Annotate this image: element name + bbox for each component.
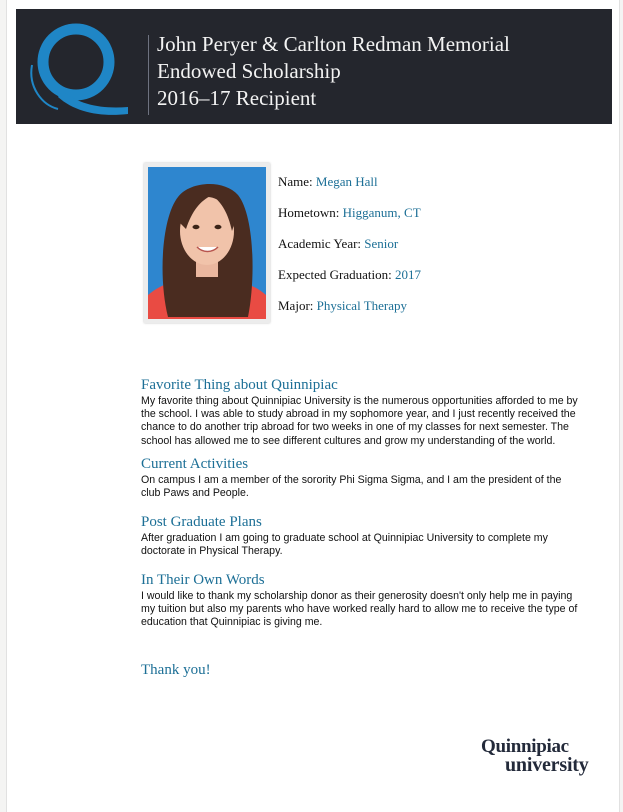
- body-line: I would like to thank my scholarship donor as their generosity doesn't only help me in paying: [141, 590, 573, 602]
- section-heading: Post Graduate Plans: [141, 514, 262, 530]
- plans-section: [141, 514, 591, 558]
- section-body: [141, 532, 591, 558]
- major-label: Major:: [278, 298, 314, 313]
- activities-section: [141, 456, 591, 500]
- name-label: Name:: [278, 174, 313, 189]
- section-heading: Current Activities: [141, 456, 249, 472]
- banner-divider: [148, 35, 149, 115]
- profile-graduation-row: [278, 267, 421, 298]
- body-line: school has allowed me to see different cultures and grow my understanding of the world.: [141, 434, 556, 447]
- graduation-label: Expected Graduation:: [278, 267, 392, 282]
- section-body: [141, 395, 591, 448]
- wordmark-line: Quinnipiac: [481, 736, 569, 757]
- body-line: education that Quinnipiac is giving me.: [141, 616, 323, 629]
- banner-title-line: 2016–17 Recipient: [157, 86, 317, 110]
- hometown-label: Hometown:: [278, 205, 340, 220]
- body-line: doctorate in Physical Therapy.: [141, 545, 283, 558]
- recipient-photo-icon: [148, 167, 266, 319]
- banner-title: [157, 31, 597, 112]
- graduation-value: 2017: [394, 267, 421, 282]
- quinnipiac-q-logo-icon: [24, 17, 136, 119]
- hometown-value: Higganum, CT: [342, 205, 421, 220]
- profile-hometown-row: [278, 205, 421, 236]
- recipient-photo-frame: [144, 163, 270, 323]
- major-value: Physical Therapy: [316, 298, 408, 313]
- profile-major-row: [278, 298, 421, 329]
- academic-year-label: Academic Year:: [278, 236, 362, 251]
- section-body: [141, 590, 591, 630]
- thank-you-text: Thank you!: [141, 662, 211, 678]
- academic-year-value: Senior: [364, 236, 399, 251]
- section-heading: Favorite Thing about Quinnipiac: [141, 377, 338, 393]
- profile-year-row: [278, 236, 421, 267]
- profile-name-row: [278, 174, 421, 205]
- body-line: the school. I was able to study abroad in my sophomore year, and I just recently received the: [141, 408, 576, 421]
- body-line: club Paws and People.: [141, 487, 249, 500]
- section-heading: In Their Own Words: [141, 572, 265, 588]
- own-words-section: [141, 572, 591, 630]
- body-line: On campus I am a member of the sorority Phi Sigma Sigma, and I am the president of the: [141, 474, 562, 486]
- banner-title-line: Endowed Scholarship: [157, 59, 341, 83]
- quinnipiac-wordmark: [481, 737, 601, 775]
- body-line: my tuition but also my parents who have worked really hard to allow me to receive the type of: [141, 603, 578, 616]
- wordmark-line: university: [505, 754, 589, 776]
- banner-title-line: John Peryer & Carlton Redman Memorial: [157, 32, 510, 56]
- name-value: Megan Hall: [315, 174, 378, 189]
- section-body: [141, 474, 591, 500]
- header-banner: [16, 9, 612, 124]
- favorite-section: [141, 377, 591, 448]
- profile-details: [278, 174, 421, 329]
- body-line: After graduation I am going to graduate school at Quinnipiac University to complete my: [141, 532, 548, 544]
- body-line: chance to do another trip abroad for two weeks in one of my classes for next semester. The: [141, 421, 569, 434]
- body-line: My favorite thing about Quinnipiac University is the numerous opportunities afforded to me by: [141, 395, 578, 407]
